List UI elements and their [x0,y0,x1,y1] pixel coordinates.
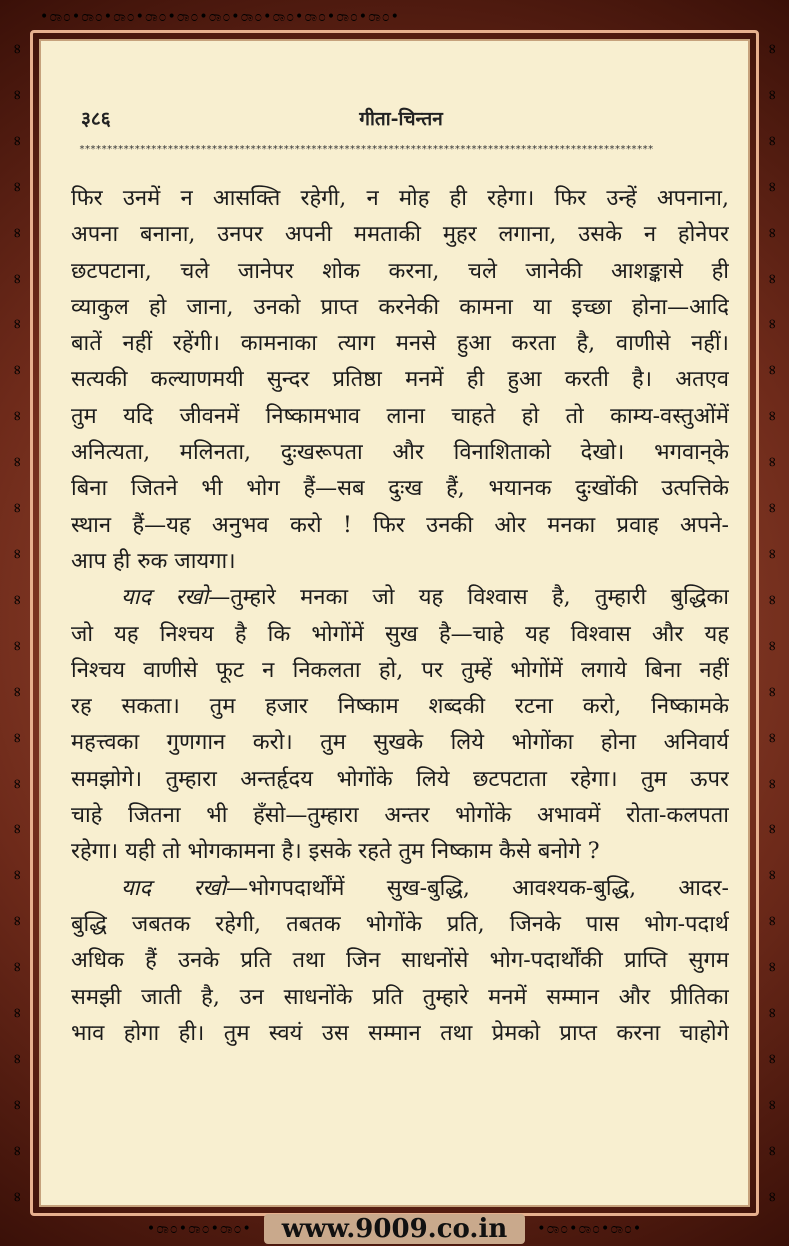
text-span: —भोगपदार्थोंमें सुख-बुद्धि, आवश्यक-बुद्धि, आदर- [226,875,729,901]
header-separator: ******************************************************************************************************** [79,144,654,155]
text-line: बिना जितने भी भोग हैं—सब दुःख हैं, भयानक दुःखोंकी उत्पत्तिके [71,476,729,502]
paragraph-1 [71,181,729,580]
text-line: समझी जाती है, उन साधनोंके प्रति तुम्हारे मनमें सम्मान और प्रीतिका [71,984,729,1010]
website-url: www.9009.co.in [264,1214,526,1244]
footer-ornament-right: •೦ಾ೦•೦ಾ೦•೦ಾ೦• [537,1221,643,1237]
body-text [71,181,729,1052]
text-line: निश्चय वाणीसे फूट न निकलता हो, पर तुम्हें भोगोंमें लगाये बिना नहीं [71,657,729,683]
text-line: बातें नहीं रहेंगी। कामनाका त्याग मनसे हुआ करता है, वाणीसे नहीं। [71,331,729,357]
text-line: अनित्यता, मलिनता, दुःखरूपता और विनाशिताको देखो। भगवान्‌के [71,440,729,466]
text-line: महत्त्वका गुणगान करो। तुम सुखके लिये भोगोंका होना अनिवार्य [71,730,729,756]
paragraph-3 [71,871,729,1052]
text-line: रहेगा। यही तो भोगकामना है। इसके रहते तुम निष्काम कैसे बनोगे ? [71,839,600,865]
text-line: तुम यदि जीवनमें निष्कामभाव लाना चाहते हो तो काम्य-वस्तुओंमें [71,403,729,429]
text-line [71,871,729,907]
text-line: भाव होगा ही। तुम स्वयं उस सम्मान तथा प्रेमको प्राप्त करना चाहोगे [71,1020,729,1046]
top-ornament-border: •೦ಾ೦•೦ಾ೦•೦ಾ೦•೦ಾ೦•೦ಾ೦•೦ಾ೦•೦ಾ೦•೦ಾ೦•೦ಾ೦•೦ಾ೦•೦ಾ೦• [40,9,400,25]
text-line: चाहे जितना भी हँसो—तुम्हारा अन्तर भोगोंके अभावमें रोता-कलपता [71,803,729,829]
book-page [39,39,750,1207]
right-ornament-border: ∞ ∞ ∞ ∞ ∞ ∞ ∞ ∞ ∞ ∞ ∞ ∞ ∞ ∞ ∞ ∞ ∞ ∞ ∞ ∞ ∞ ∞ ∞ ∞ ∞ ∞ [763,43,780,1203]
text-line: जो यह निश्चय है कि भोगोंमें सुख है—चाहे यह विश्वास और यह [71,621,729,647]
emphasis-lead: याद रखो [121,875,227,901]
text-line: समझोगे। तुम्हारा अन्तर्हृदय भोगोंके लिये छटपटाता रहेगा। तुम ऊपर [71,766,729,792]
text-line: सत्यकी कल्याणमयी सुन्दर प्रतिष्ठा मनमें ही हुआ करती है। अतएव [71,367,729,393]
text-line: अधिक हैं उनके प्रति तथा जिन साधनोंसे भोग-पदार्थोंकी प्राप्ति सुगम [71,948,729,974]
text-line: अपना बनाना, उनपर अपनी ममताकी मुहर लगाना, उसके न होनेपर [71,222,729,248]
paragraph-2 [71,580,729,870]
text-line: व्याकुल हो जाना, उनको प्राप्त करनेकी कामना या इच्छा होना—आदि [71,294,729,320]
text-span: —तुम्हारे मनका जो यह विश्वास है, तुम्हारी बुद्धिका [208,585,729,611]
left-ornament-border: ∞ ∞ ∞ ∞ ∞ ∞ ∞ ∞ ∞ ∞ ∞ ∞ ∞ ∞ ∞ ∞ ∞ ∞ ∞ ∞ ∞ ∞ ∞ ∞ ∞ ∞ [8,43,25,1203]
text-line [71,580,729,616]
footer-bar [0,1212,789,1246]
text-line: स्थान हैं—यह अनुभव करो ! फिर उनकी ओर मनका प्रवाह अपने- [71,512,729,538]
text-line: रह सकता। तुम हजार निष्काम शब्दकी रटना करो, निष्कामके [71,694,729,720]
page-header [81,105,721,133]
emphasis-lead: याद रखो [121,585,209,611]
page-title: गीता-चिन्तन [359,108,443,130]
text-line: बुद्धि जबतक रहेगी, तबतक भोगोंके प्रति, जिनके पास भोग-पदार्थ [71,911,729,937]
footer-ornament-left: •೦ಾ೦•೦ಾ೦•೦ಾ೦• [146,1221,252,1237]
text-line: फिर उनमें न आसक्ति रहेगी, न मोह ही रहेगा। फिर उन्हें अपनाना, [71,186,729,211]
text-line: छटपटाना, चले जानेपर शोक करना, चले जानेकी आशङ्कासे ही [71,258,729,284]
text-line: आप ही रुक जायगा। [71,548,236,574]
page-number: ३८६ [81,108,111,130]
